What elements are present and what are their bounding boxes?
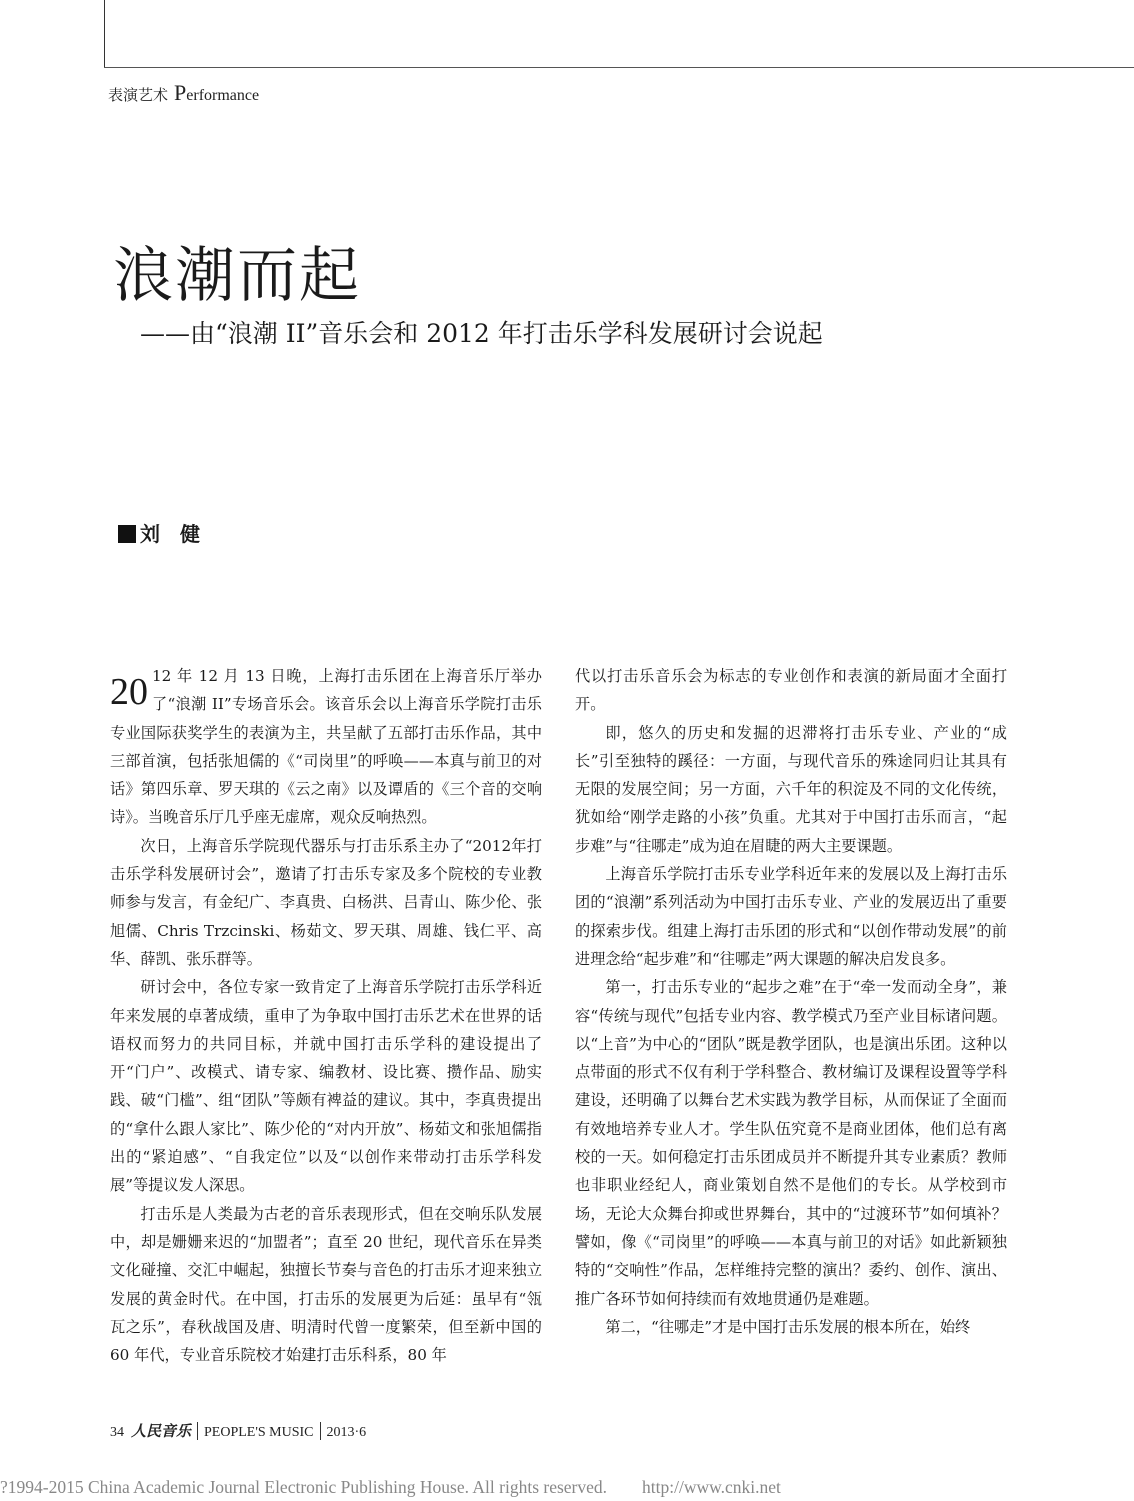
section-label — [108, 80, 259, 106]
body-paragraph: 代以打击乐音乐会为标志的专业创作和表演的新局面才全面打开。 — [575, 667, 1007, 714]
copyright-notice: ?1994-2015 China Academic Journal Electronic Publishing House. All rights reserved. http://www.cnki.net — [0, 1477, 781, 1497]
section-label-initial: P — [174, 80, 187, 105]
body-paragraph: 上海音乐学院打击乐专业学科近年来的发展以及上海打击乐团的“浪潮”系列活动为中国打击乐专业、产业的发展迈出了重要的探索步伐。组建上海打击乐团的形式和“以创作带动发展”的前进理念给“起步难”和“往哪走”两大课题的解决启发良多。 — [575, 865, 1007, 968]
body-paragraph: 次日，上海音乐学院现代器乐与打击乐系主办了“2012年打击乐学科发展研讨会”，邀请了打击乐专家及多个院校的专业教师参与发言，有金纪广、李真贵、白杨洪、吕青山、陈少伦、张旭儒、Chris Trzcinski、杨茹文、罗天琪、周雄、钱仁平、高华、薛凯、张乐群等。 — [110, 836, 542, 968]
body-column-left — [110, 662, 542, 1369]
paragraph-text: 12 年 12 月 13 日晚，上海打击乐团在上海音乐厅举办了“浪潮 II”专场音乐会。该音乐会以上海音乐学院打击乐专业国际获奖学生的表演为主，共呈献了五部打击乐作品，其中三部首演，包括张旭儒的《“司岗里”的呼唤——本真与前卫的对话》第四乐章、罗天琪的《云之南》以及谭盾的《三个音的交响诗》。当晚音乐厅几乎座无虚席，观众反响热烈。 — [110, 667, 542, 827]
article-title: 浪潮而起 — [113, 241, 361, 311]
drop-cap: 20 — [110, 671, 148, 713]
author-byline — [118, 518, 200, 547]
section-label-zh: 表演艺术 — [108, 86, 169, 104]
header-vertical-rule — [104, 0, 105, 68]
footer-divider — [320, 1422, 321, 1440]
magazine-name-en: PEOPLE'S MUSIC — [204, 1425, 314, 1440]
page-number: 34 — [110, 1425, 124, 1440]
body-paragraph — [110, 662, 542, 832]
body-paragraph: 第一，打击乐专业的“起步之难”在于“牵一发而动全身”，兼容“传统与现代”包括专业内容、教学模式乃至产业目标诸问题。以“上音”为中心的“团队”既是教学团队，也是演出乐团。这种以点带面的形式不仅有利于学科整合、教材编订及课程设置等学科建设，还明确了以舞台艺术实践为教学目标，从而保证了全面而有效地培养专业人才。学生队伍究竟不是商业团体，他们总有离校的一天。如何稳定打击乐团成员并不断提升其专业素质？教师也非职业经纪人，商业策划自然不是他们的专长。从学校到市场，无论大众舞台抑或世界舞台，其中的“过渡环节”如何填补？譬如，像《“司岗里”的呼唤——本真与前卫的对话》如此新颖独特的“交响性”作品，怎样维持完整的演出？委约、创作、演出、推广各环节如何持续而有效地贯通仍是难题。 — [575, 978, 1007, 1308]
section-label-en: erformance — [186, 87, 260, 104]
header-horizontal-rule — [104, 67, 1134, 68]
body-paragraph: 即，悠久的历史和发掘的迟滞将打击乐专业、产业的“成长”引至独特的蹊径：一方面，与现代音乐的殊途同归让其具有无限的发展空间；另一方面，六千年的积淀及不同的文化传统，犹如给“刚学走路的小孩”负重。尤其对于中国打击乐而言，“起步难”与“往哪走”成为迫在眉睫的两大主要课题。 — [575, 723, 1007, 855]
author-name: 刘 健 — [140, 522, 200, 546]
issue-number: 2013·6 — [326, 1425, 367, 1440]
body-paragraph: 第二，“往哪走”才是中国打击乐发展的根本所在，始终 — [605, 1317, 971, 1336]
black-square-icon — [118, 525, 136, 543]
footer-divider — [197, 1422, 198, 1440]
body-column-right — [575, 662, 1007, 1341]
article-subtitle: ——由“浪潮 II”音乐会和 2012 年打击乐学科发展研讨会说起 — [140, 319, 823, 348]
magazine-logo: 人民音乐 — [131, 1422, 192, 1440]
body-paragraph: 研讨会中，各位专家一致肯定了上海音乐学院打击乐学科近年来发展的卓著成绩，重申了为争取中国打击乐艺术在世界的话语权而努力的共同目标，并就中国打击乐学科的建设提出了开“门户”、改模式、请专家、编教材、设比赛、攒作品、励实践、破“门槛”、组“团队”等颇有裨益的建议。其中，李真贵提出的“拿什么跟人家比”、陈少伦的“对内开放”、杨茹文和张旭儒指出的“紧迫感”、“自我定位”以及“以创作来带动打击乐学科发展”等提议发人深思。 — [110, 978, 542, 1195]
body-paragraph: 打击乐是人类最为古老的音乐表现形式，但在交响乐队发展中，却是姗姗来迟的“加盟者”；直至 20 世纪，现代音乐在异类文化碰撞、交汇中崛起，独擅长节奏与音色的打击乐才迎来独立发展的黄金时代。在中国，打击乐的发展更为后延：虽早有“瓴瓦之乐”，春秋战国及唐、明清时代曾一度繁荣，但至新中国的 60 年代，专业音乐院校才始建打击乐科系，80 年 — [110, 1204, 542, 1365]
page-footer — [110, 1420, 366, 1441]
